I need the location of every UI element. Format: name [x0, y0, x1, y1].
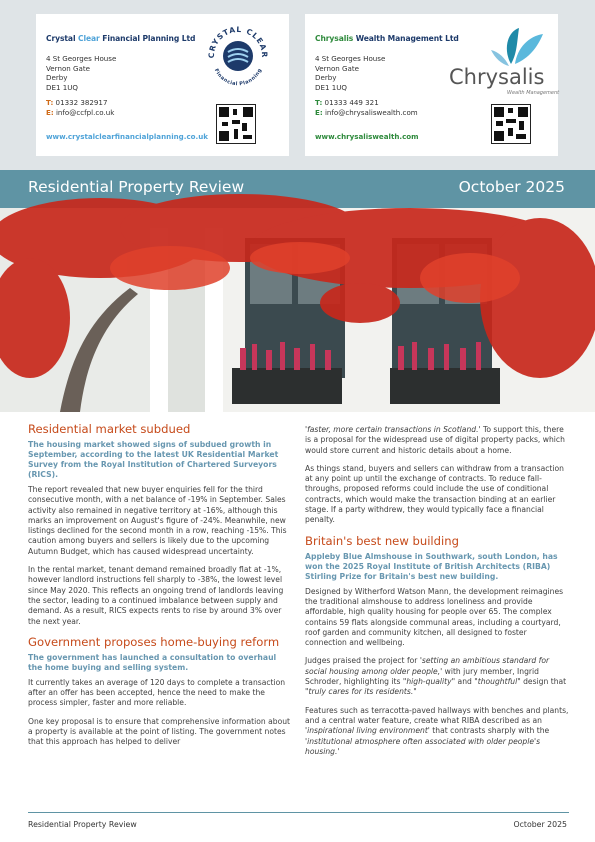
chrysalis-logo: [445, 22, 560, 106]
address-line: 4 St Georges House: [46, 54, 117, 63]
logo-subtitle: Wealth Management: [507, 90, 560, 96]
right-column: [305, 425, 569, 765]
paragraph-text: that contrasts sharply with the: [429, 726, 550, 736]
address-line: Derby: [315, 73, 337, 83]
chrysalis-card: [305, 14, 558, 156]
quote: 'institutional atmosphere often associated with older people's housing.': [305, 736, 541, 756]
address-line: DE1 1UQ: [315, 82, 348, 92]
article-paragraph: In the rental market, tenant demand remained broadly flat at -1%, however landlord instructions fell sharply to -38%, the lowest level since May 2020. This reflects an ongoing trend of landlords leaving the sector, leading to a continued imbalance between supply and demand. As a result, RICS expects rents to rise by around 3% over the next year.: [28, 565, 284, 626]
article-paragraph: [305, 425, 569, 456]
email-label: E:: [315, 108, 323, 117]
article-paragraph: Designed by Witherford Watson Mann, the development reimagines the traditional almshouse to address loneliness and provide affordable, high quality housing for people over 65. The complex contains 59 flats alongside communal areas, including a courtyard, roof garden and community kitchen, all designed to foster connection and wellbeing.: [305, 586, 564, 648]
email-line: [46, 108, 114, 118]
article-paragraph: One key proposal is to ensure that comprehensive information about a property is available at the point of listing. The government notes that this approach has helped to deliver: [28, 716, 291, 747]
company-name: [315, 34, 459, 43]
article-intro-building: Appleby Blue Almshouse in Southwark, south London, has won the 2025 Royal Institute of British Architects (RIBA) Stirling Prize for Britain's best new building.: [305, 551, 558, 581]
quote: "truly cares for its residents.": [305, 687, 417, 697]
paragraph-text: Judges praised the project for: [305, 656, 420, 666]
email-link[interactable]: info@chrysaliswealth.com: [322, 108, 418, 117]
email-line: [315, 108, 418, 118]
article-intro-market: The housing market showed signs of subdued growth in September, according to the latest UK Residential Market Survey from the Royal Institution of Chartered Surveyors (RICS).: [28, 440, 279, 479]
house-facade-illustration: [0, 208, 595, 412]
contact-details: [46, 98, 114, 118]
address-line: Vernon Gate: [46, 63, 91, 73]
article-paragraph: [305, 706, 569, 757]
hero-image: [0, 208, 595, 412]
quote: "high-quality": [402, 677, 456, 687]
qr-code[interactable]: [491, 104, 531, 144]
header-band: [0, 0, 595, 170]
article-heading-building: Britain's best new building: [305, 533, 459, 548]
paragraph-text: and: [455, 677, 475, 687]
address: [315, 54, 385, 92]
company-name-accent: Chrysalis: [315, 34, 354, 43]
article-heading-market: Residential market subdued: [28, 422, 191, 436]
logo-text-bottom: Financial Planning: [212, 67, 264, 88]
article-paragraph: The report revealed that new buyer enquiries fell for the third consecutive month, with a net balance of -19% in September. Sales activity also remained in negative territory at -16%, although this marks an improvement on August's figure of -24%. Meanwhile, new listings declined for the second month in a row, reaching -15%. This caution among buyers and sellers is likely due to the upcoming Autumn Budget, which has caused widespread uncertainty.: [28, 485, 287, 556]
paragraph-text: To support this, there is a proposal for the widespread use of digital property packs, which would store current and historic details about a home.: [305, 425, 565, 455]
article-paragraph: It currently takes an average of 120 days to complete a transaction after an offer has been accepted, hence the need to make the process simpler, faster and more reliable.: [28, 677, 286, 708]
phone-label: T:: [46, 98, 54, 107]
quote: 'setting an ambitious standard for social housing among older people,': [305, 656, 550, 676]
paragraph-text: design that: [520, 677, 567, 687]
phone-label: T:: [315, 98, 323, 107]
article-heading-reform: Government proposes home-buying reform: [28, 634, 280, 649]
address: [46, 54, 116, 92]
website-link[interactable]: www.chrysaliswealth.com: [315, 132, 419, 141]
quote: "thoughtful": [474, 677, 521, 687]
website-link[interactable]: www.crystalclearfinancialplanning.co.uk: [46, 132, 208, 141]
crystal-clear-card: [36, 14, 289, 156]
left-column: [28, 422, 292, 756]
quote: 'inspirational living environment': [305, 726, 430, 736]
article-paragraph: [305, 656, 569, 697]
contact-details: [315, 98, 418, 118]
company-name-part: Crystal: [46, 34, 78, 43]
phone-line: [46, 98, 114, 108]
email-link[interactable]: info@ccfpl.co.uk: [53, 108, 115, 117]
address-line: 4 St Georges House: [315, 54, 386, 63]
company-name-part: Financial Planning Ltd: [99, 34, 196, 43]
phone-number[interactable]: 01333 449 321: [322, 98, 379, 107]
email-label: E:: [46, 108, 54, 117]
qr-code[interactable]: [216, 104, 256, 144]
crystal-clear-logo: [206, 24, 270, 88]
address-line: Vernon Gate: [315, 63, 360, 73]
address-line: Derby: [46, 73, 68, 83]
footer-date: October 2025: [513, 820, 567, 829]
newsletter-date: October 2025: [458, 178, 565, 196]
company-name-accent: Clear: [78, 34, 100, 43]
paragraph-text: Features such as terracotta-paved hallways with benches and plants, and a central water feature, create what RIBA described as an: [305, 705, 569, 725]
logo-text-top: CRYSTAL CLEAR: [206, 24, 270, 59]
company-name: [46, 34, 195, 43]
article-paragraph: As things stand, buyers and sellers can withdraw from a transaction at any point up until the exchange of contracts. To reduce fall-throughs, proposed reforms could include the use of conditional contracts, which would make the transaction binding at an earlier stage. If a party withdrew, they would typically face a financial penalty.: [305, 463, 564, 525]
phone-number[interactable]: 01332 382917: [53, 98, 108, 107]
phone-line: [315, 98, 418, 108]
newsletter-title: Residential Property Review: [28, 178, 245, 196]
address-line: DE1 1UQ: [46, 82, 79, 92]
company-name-part: Wealth Management Ltd: [353, 34, 459, 43]
article-intro-reform: The government has launched a consultation to overhaul the home buying and selling system.: [28, 652, 277, 672]
footer-title: Residential Property Review: [28, 820, 137, 829]
quote: 'faster, more certain transactions in Scotland.': [305, 425, 481, 434]
footer-divider: [28, 812, 569, 813]
paragraph-text: with jury member, Ingrid Schroder, highlighting its: [305, 666, 539, 687]
logo-wordmark: Chrysalis: [449, 65, 545, 89]
